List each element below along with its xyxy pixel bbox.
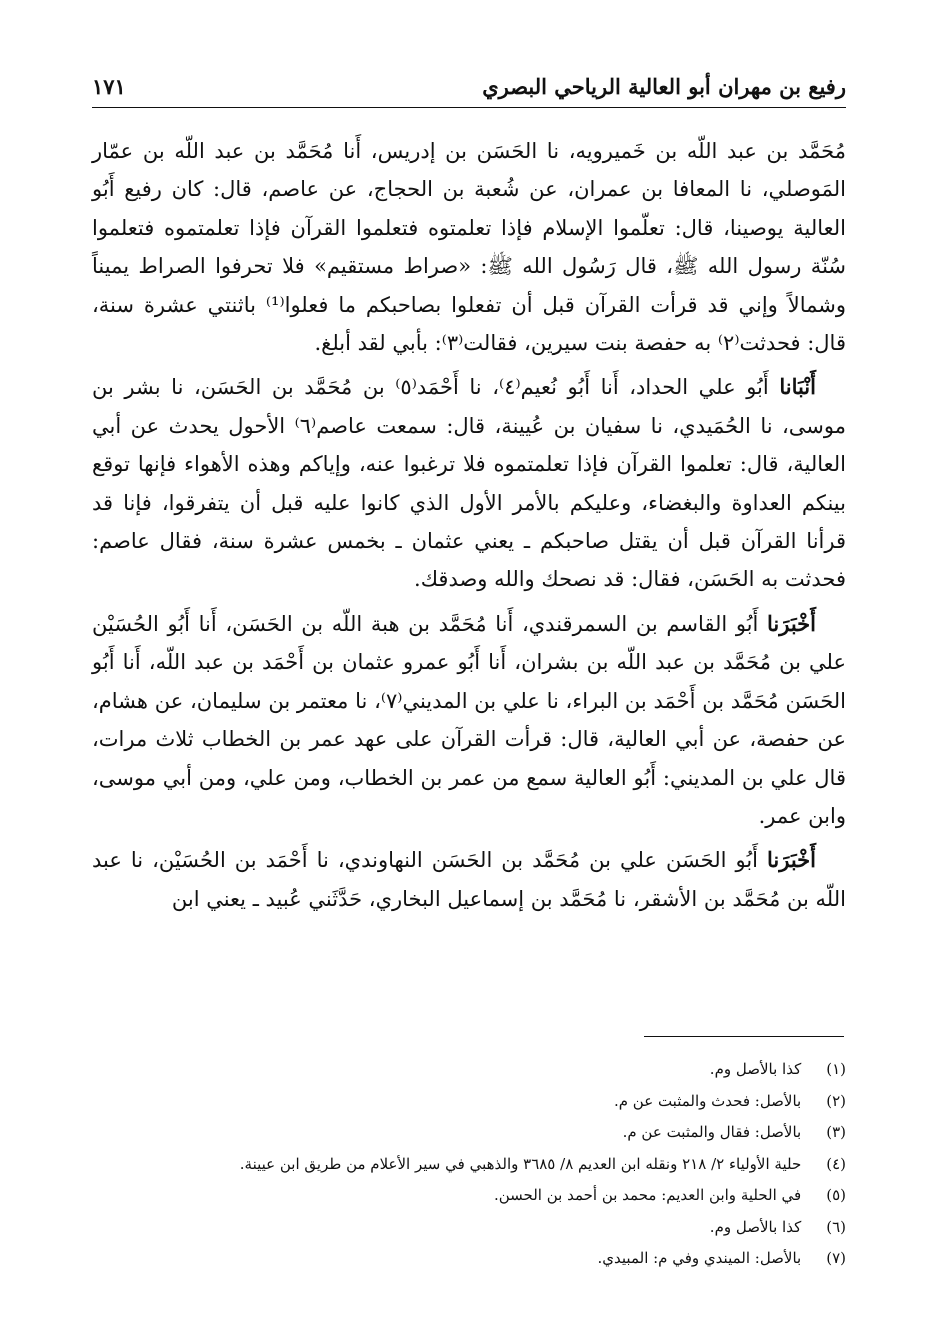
footnote-number: (٧) (826, 1249, 846, 1267)
page-number: ١٧١ (92, 74, 126, 99)
footnote-text: كذا بالأصل وم. (709, 1217, 802, 1236)
footnote-text: بالأصل: الميندي وفي م: المبيدي. (597, 1249, 802, 1267)
isnad-lead-word: أَنْبَانا (779, 374, 816, 400)
footnote-4 (92, 1149, 846, 1181)
running-header (92, 72, 846, 102)
footnote-text: كذا بالأصل وم. (709, 1060, 802, 1078)
footnote-number: (٢) (826, 1091, 846, 1110)
paragraph-4 (92, 841, 846, 918)
running-title: رفيع بن مهران أبو العالية الرياحي البصري (482, 74, 846, 99)
paragraph-text: أَبُو القاسم بن السمرقندي، أَنا مُحَمَّد بن هبة اللّه بن الحَسَن، أَنا أَبُو الحُسَيْن علي بن مُحَمَّد بن عبد اللّه بن بشران، أَنا أَبُو عمرو عثمان بن أَحْمَد بن عبد اللّه، أَنا أَبُو الحَسَن مُحَمَّد بن أَحْمَد بن البراء، نا علي بن المديني⁽٧⁾، نا معتمر بن سليمان، عن هشام، عن حفصة، عن أبي العالية، قال: قرأت القرآن على عهد عمر بن الخطاب ثلاث مرات، قال علي بن المديني: أَبُو العالية سمع من عمر بن الخطاب، ومن علي، ومن أبي موسى، وابن عمر. (92, 611, 846, 828)
header-rule (92, 107, 846, 108)
main-text (92, 132, 846, 924)
footnote-text: بالأصل: فقال والمثبت عن م. (622, 1123, 802, 1141)
paragraph-text: أَبُو علي الحداد، أَنا أَبُو نُعيم⁽٤⁾، نا أَحْمَد⁽٥⁾ بن مُحَمَّد بن الحَسَن، نا بشر بن موسى، نا الحُمَيدي، نا سفيان بن عُيينة، قال: سمعت عاصم⁽٦⁾ الأحول يحدث عن أبي العالية، قال: تعلموا القرآن فإذا تعلمتموه فلا ترغبوا عنه، وإياكم وهذه الأهواء فإنها توقع بينكم العداوة والبغضاء، وعليكم بالأمر الأول الذي كانوا عليه قبل أن يتفرقوا، فإنا قد قرأنا القرآن قبل أن يقتل صاحبكم ـ يعني عثمان ـ بخمس عشرة سنة، فقال عاصم: فحدثت به الحَسَن، فقال: قد نصحك والله وصدقك. (92, 375, 847, 592)
isnad-lead-word: أَخْبَرَنا (767, 610, 816, 636)
footnote-number: (٥) (826, 1186, 846, 1204)
paragraph-1 (92, 132, 846, 362)
footnote-1 (92, 1054, 846, 1086)
footnote-number: (٣) (826, 1123, 846, 1141)
footnotes (92, 1054, 846, 1275)
footnote-text: حلية الأولياء ٢/ ٢١٨ ونقله ابن العديم ٨/ ٣٦٨٥ والذهبي في سير الأعلام من طريق ابن عيينة. (239, 1154, 802, 1173)
footnote-5 (92, 1180, 846, 1212)
footnote-number: (٤) (826, 1154, 846, 1173)
isnad-lead-word: أَخْبَرَنا (767, 847, 816, 873)
footnote-3 (92, 1117, 846, 1149)
footnote-2 (92, 1086, 846, 1118)
paragraph-2 (92, 368, 846, 598)
paragraph-text: مُحَمَّد بن عبد اللّه بن خَميرويه، نا الحَسَن بن إدريس، أَنا مُحَمَّد بن عبد اللّه بن عمّار المَوصلي، نا المعافا بن عمران، عن شُعبة بن الحجاج، عن عاصم، قال: كان رفيع أَبُو العالية يوصينا، قال: تعلّموا الإسلام فإذا تعلمتوه فتعلموا القرآن فإذا تعلمتموه فتعلموا سُنّة رسول الله ﷺ، قال رَسُول الله ﷺ: «صراط مستقيم» فلا تحرفوا الصراط يميناً وشمالاً وإني قد قرأت القرآن قبل أن تفعلوا بصاحبكم ما فعلوا⁽¹⁾ باثنتي عشرة سنة، قال: فحدثت⁽٢⁾ به حفصة بنت سيرين، فقالت⁽٣⁾: بأبي لقد أبلغ. (92, 139, 846, 356)
footnote-6 (92, 1212, 846, 1244)
paragraph-text: أَبُو الحَسَن علي بن مُحَمَّد بن الحَسَن النهاوندي، نا أَحْمَد بن الحُسَيْن، نا عبد اللّه بن مُحَمَّد بن الأشقر، نا مُحَمَّد بن إسماعيل البخاري، حَدَّثَني عُبيد ـ يعني ابن (92, 848, 846, 911)
paragraph-3 (92, 605, 846, 835)
footnote-7 (92, 1243, 846, 1275)
footnote-separator (644, 1036, 844, 1037)
footnote-number: (١) (826, 1060, 846, 1078)
footnote-text: في الحلية وابن العديم: محمد بن أحمد بن الحسن. (493, 1186, 802, 1204)
footnote-text: بالأصل: فحدث والمثبت عن م. (613, 1091, 802, 1110)
footnote-number: (٦) (826, 1217, 846, 1236)
